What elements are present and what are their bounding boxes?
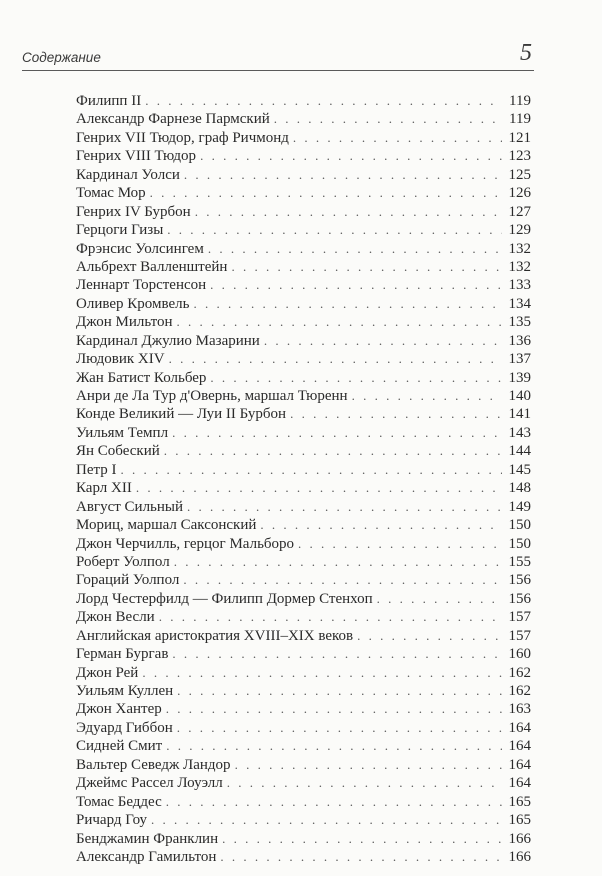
dot-leader	[151, 811, 502, 829]
dot-leader	[177, 313, 502, 331]
dot-leader	[142, 664, 502, 682]
toc-entry-title: Фрэнсис Уолсингем	[76, 240, 204, 257]
toc-entry	[76, 498, 531, 516]
toc-entry-title: Генрих VIII Тюдор	[76, 148, 197, 165]
dot-leader	[167, 221, 502, 239]
toc-entry-page: 164	[508, 775, 531, 792]
toc-entry-title: Александр Фарнезе Пармский	[76, 111, 270, 128]
dot-leader	[208, 240, 502, 258]
toc-entry	[76, 203, 531, 221]
toc-entry-title: Джон Весли	[76, 609, 155, 626]
toc-entry-page: 164	[508, 738, 531, 755]
toc-entry	[76, 590, 531, 608]
toc-entry-title: Альбрехт Валленштейн	[76, 258, 228, 275]
dot-leader	[184, 166, 502, 184]
toc-entry	[76, 811, 531, 829]
dot-leader	[187, 498, 502, 516]
toc-entry-title: Томас Беддес	[76, 793, 162, 810]
toc-entry-page: 119	[509, 111, 531, 128]
toc-entry-page: 156	[508, 590, 531, 607]
toc-entry	[76, 258, 531, 276]
toc-entry	[76, 516, 531, 534]
dot-leader	[293, 129, 502, 147]
dot-leader	[177, 719, 502, 737]
toc-entry	[76, 332, 531, 350]
toc-entry-title: Герцоги Гизы	[76, 222, 164, 239]
dot-leader	[174, 553, 502, 571]
toc-entry-page: 165	[508, 812, 531, 829]
toc-entry-page: 134	[508, 295, 531, 312]
toc-entry	[76, 442, 531, 460]
dot-leader	[222, 830, 502, 848]
dot-leader	[120, 461, 502, 479]
dot-leader	[166, 737, 502, 755]
toc-entry	[76, 240, 531, 258]
toc-entry-title: Анри де Ла Тур д'Овернь, маршал Тюренн	[76, 388, 348, 404]
dot-leader	[227, 774, 502, 792]
toc-entry-page: 133	[508, 277, 531, 294]
toc-entry-page: 136	[508, 332, 531, 349]
dot-leader	[164, 442, 502, 460]
toc-entry	[76, 719, 531, 737]
toc-entry	[76, 350, 531, 368]
dot-leader	[200, 147, 502, 165]
toc-entry-title: Джон Рей	[76, 664, 139, 681]
page-number: 5	[520, 40, 532, 66]
toc-entry-title: Джеймс Рассел Лоуэлл	[76, 775, 223, 792]
toc-entry-page: 125	[508, 166, 531, 183]
toc-entry-title: Джон Мильтон	[76, 314, 173, 331]
toc-entry	[76, 737, 531, 755]
toc-entry-title: Английская аристократия XVIII–XIX веков	[76, 627, 354, 644]
toc-entry-title: Август Сильный	[76, 498, 184, 515]
toc-entry-title: Кардинал Уолси	[76, 166, 180, 183]
toc-entry-page: 162	[508, 683, 531, 699]
toc-entry-page: 162	[508, 664, 531, 681]
toc-entry	[76, 92, 531, 110]
toc-entry	[76, 129, 531, 147]
toc-entry	[76, 627, 531, 645]
toc-entry-page: 127	[508, 203, 531, 220]
dot-leader	[231, 258, 502, 276]
toc-entry	[76, 461, 531, 479]
toc-entry-page: 164	[508, 756, 531, 773]
toc-entry-title: Уильям Темпл	[76, 424, 169, 441]
toc-entry	[76, 184, 531, 202]
toc-entry	[76, 645, 531, 663]
dot-leader	[172, 645, 502, 663]
dot-leader	[260, 516, 502, 534]
toc-entry-page: 157	[508, 609, 531, 626]
dot-leader	[166, 700, 502, 718]
toc-entry-title: Кардинал Джулио Мазарини	[76, 332, 260, 349]
toc-entry-page: 143	[508, 424, 531, 441]
toc-entry-title: Роберт Уолпол	[76, 553, 170, 570]
toc-entry	[76, 830, 531, 848]
toc-entry	[76, 110, 531, 128]
toc-entry-title: Жан Батист Кольбер	[76, 369, 207, 386]
toc-entry-page: 139	[508, 369, 531, 386]
toc-entry	[76, 848, 531, 866]
toc-entry-title: Генрих IV Бурбон	[76, 203, 191, 220]
toc-entry	[76, 756, 531, 774]
toc-entry	[76, 424, 531, 442]
toc-entry-page: 144	[508, 443, 531, 460]
dot-leader	[193, 295, 502, 313]
toc-entry-page: 145	[508, 461, 531, 478]
toc-entry	[76, 369, 531, 387]
dot-leader	[220, 848, 502, 866]
dot-leader	[298, 535, 502, 553]
toc-entry-page: 165	[508, 793, 531, 810]
toc-entry	[76, 793, 531, 811]
dot-leader	[159, 608, 502, 626]
toc-entry-title: Гораций Уолпол	[76, 572, 180, 589]
toc-entry-page: 166	[508, 848, 531, 865]
toc-entry-title: Джон Хантер	[76, 701, 162, 718]
dot-leader	[150, 184, 502, 202]
toc-entry-page: 164	[508, 719, 531, 736]
toc-entry-title: Александр Гамильтон	[76, 848, 217, 865]
toc-entry	[76, 535, 531, 553]
toc-entry-page: 157	[508, 627, 531, 644]
toc-entry	[76, 774, 531, 792]
toc-entry	[76, 166, 531, 184]
dot-leader	[136, 479, 502, 497]
dot-leader	[274, 110, 502, 128]
toc-entry-title: Эдуард Гиббон	[76, 719, 173, 736]
toc-entry	[76, 682, 531, 700]
dot-leader	[145, 92, 502, 110]
toc-entry-page: 132	[508, 258, 531, 275]
toc-entry-title: Оливер Кромвель	[76, 295, 190, 312]
dot-leader	[183, 571, 502, 589]
toc-entry	[76, 571, 531, 589]
toc-entry-title: Ричард Гоу	[76, 812, 148, 829]
toc-entry-page: 150	[508, 517, 531, 534]
toc-entry-title: Лорд Честерфилд — Филипп Дормер Стенхоп	[76, 590, 373, 607]
running-header	[22, 40, 534, 71]
toc-entry	[76, 700, 531, 718]
dot-leader	[264, 332, 502, 350]
toc-entry-page: 141	[508, 406, 531, 423]
toc-entry	[76, 147, 531, 165]
toc-entry-page: 160	[508, 646, 531, 663]
toc-entry	[76, 479, 531, 497]
toc-entry	[76, 276, 531, 294]
dot-leader	[177, 682, 502, 700]
toc-entry-page: 126	[508, 185, 531, 202]
toc-entry-title: Сидней Смит	[76, 738, 163, 755]
dot-leader	[172, 424, 502, 442]
dot-leader	[195, 203, 502, 221]
toc-entry	[76, 405, 531, 423]
dot-leader	[352, 387, 502, 405]
toc-entry-title: Мориц, маршал Саксонский	[76, 517, 257, 534]
toc-entry-title: Людовик XIV	[76, 351, 165, 368]
toc-entry	[76, 608, 531, 626]
toc-entry-page: 156	[508, 572, 531, 589]
toc-entry-page: 150	[508, 535, 531, 552]
dot-leader	[235, 756, 502, 774]
toc-entry-page: 166	[508, 830, 531, 847]
toc-entry-page: 132	[508, 240, 531, 257]
dot-leader	[210, 369, 502, 387]
toc-entry-title: Бенджамин Франклин	[76, 830, 219, 847]
dot-leader	[377, 590, 502, 608]
toc-entry-title: Леннарт Торстенсон	[76, 277, 207, 294]
toc-entry-title: Вальтер Севедж Ландор	[76, 756, 231, 773]
dot-leader	[357, 627, 502, 645]
toc-entry-title: Уильям Куллен	[76, 683, 174, 699]
dot-leader	[290, 405, 502, 423]
toc-entry-page: 148	[508, 480, 531, 497]
toc-entry	[76, 313, 531, 331]
toc-entry-page: 123	[508, 148, 531, 165]
toc-entry-page: 119	[509, 93, 531, 109]
toc-entry-page: 149	[508, 498, 531, 515]
toc-entry-page: 135	[508, 314, 531, 331]
toc-entry-title: Ян Собеский	[76, 443, 160, 460]
toc-entry-page: 137	[508, 351, 531, 368]
dot-leader	[166, 793, 502, 811]
toc-entry	[76, 387, 531, 405]
toc-entry-title: Петр I	[76, 461, 117, 478]
toc-entry-page: 155	[508, 553, 531, 570]
toc-entry	[76, 664, 531, 682]
dot-leader	[210, 276, 502, 294]
toc-entry	[76, 295, 531, 313]
toc-entry-title: Герман Бургав	[76, 646, 169, 663]
toc-entry-title: Карл XII	[76, 480, 132, 497]
running-header-title: Содержание	[22, 50, 101, 65]
toc-entry-title: Генрих VII Тюдор, граф Ричмонд	[76, 129, 289, 146]
toc-entry-title: Джон Черчилль, герцог Мальборо	[76, 535, 295, 552]
table-of-contents	[76, 92, 531, 866]
toc-entry-page: 163	[508, 701, 531, 718]
dot-leader	[169, 350, 502, 368]
toc-entry-page: 121	[508, 129, 531, 146]
toc-entry-page: 140	[508, 388, 531, 404]
toc-entry	[76, 553, 531, 571]
toc-entry	[76, 221, 531, 239]
toc-entry-page: 129	[508, 222, 531, 239]
toc-entry-title: Конде Великий — Луи II Бурбон	[76, 406, 287, 423]
toc-entry-title: Томас Мор	[76, 185, 146, 202]
toc-entry-title: Филипп II	[76, 93, 142, 109]
